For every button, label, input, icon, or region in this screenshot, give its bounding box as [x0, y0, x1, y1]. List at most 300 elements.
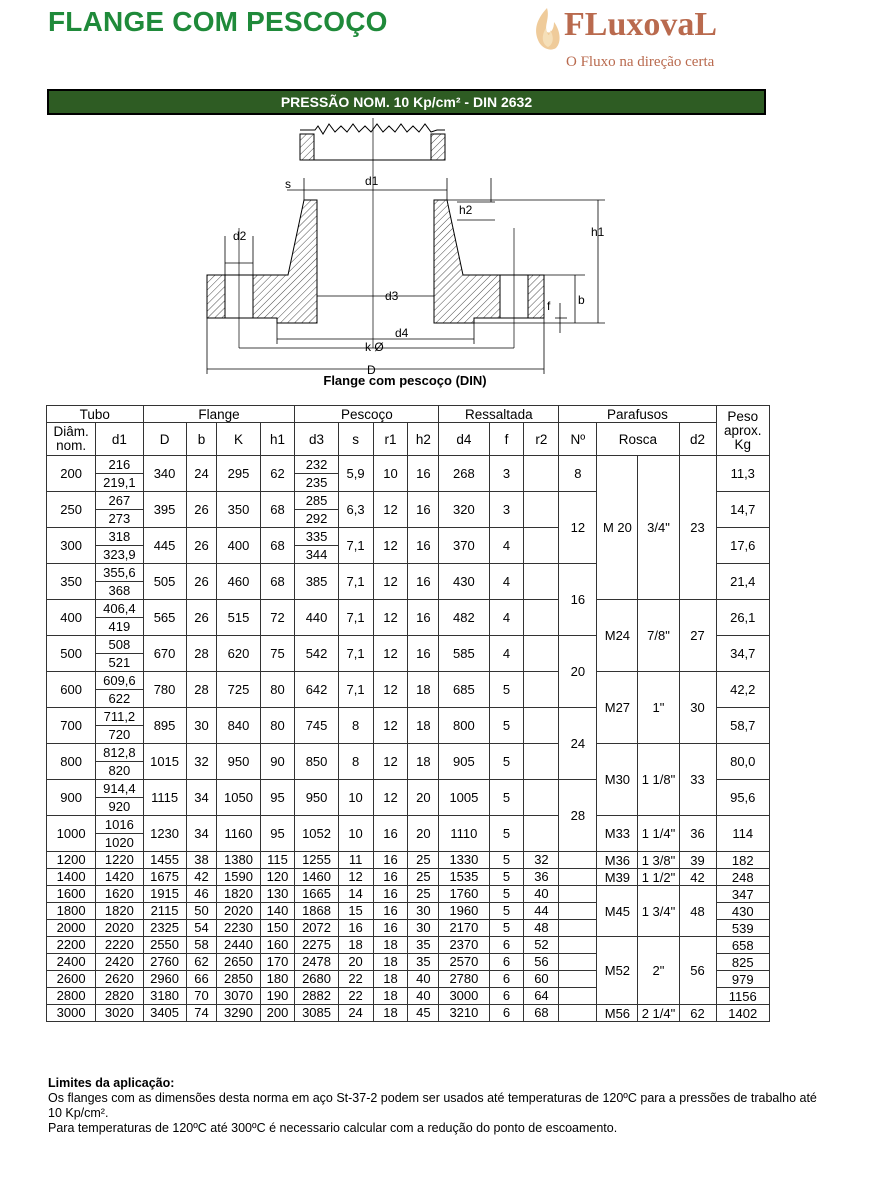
cell-d2: 27 [679, 600, 716, 672]
dimensions-table [46, 405, 770, 1022]
col-s: s [338, 423, 373, 456]
cell-dn: 2800 [47, 988, 96, 1005]
cell-d4: 268 [439, 456, 489, 492]
cell-dn: 250 [47, 492, 96, 528]
cell-h1: 180 [260, 971, 295, 988]
cell-b: 58 [186, 937, 217, 954]
cell-b: 26 [186, 564, 217, 600]
cell-d1-a: 355,6 [96, 564, 142, 582]
cell-r1: 18 [373, 1005, 408, 1022]
table-row [47, 672, 770, 708]
page-title: FLANGE COM PESCOÇO [48, 6, 388, 37]
cell-d1: 2220 [96, 937, 143, 954]
cell-peso: 248 [716, 869, 770, 886]
cell-d1: 2420 [96, 954, 143, 971]
cell-peso: 1402 [716, 1005, 770, 1022]
cell-d: 3180 [143, 988, 186, 1005]
cell-d4: 1535 [439, 869, 489, 886]
col-r2: r2 [524, 423, 559, 456]
cell-d1-a: 609,6 [96, 672, 142, 690]
cell-d1-b: 219,1 [103, 475, 136, 490]
col-r1: r1 [373, 423, 408, 456]
cell-d4: 482 [439, 600, 489, 636]
cell-h1: 68 [260, 528, 295, 564]
cell-r2 [524, 600, 559, 636]
cell-f: 5 [489, 920, 524, 937]
cell-h2: 18 [408, 708, 439, 744]
cell-f: 4 [489, 528, 524, 564]
cell-f: 4 [489, 600, 524, 636]
cell-rosca-inch: 1 1/4" [638, 816, 679, 852]
cell-d2: 30 [679, 672, 716, 744]
cell-d: 340 [143, 456, 186, 492]
cell-h1: 200 [260, 1005, 295, 1022]
cell-peso: 21,4 [716, 564, 770, 600]
table-row [47, 816, 770, 852]
cell-h1: 115 [260, 852, 295, 869]
cell-f: 6 [489, 954, 524, 971]
cell-r1: 16 [373, 886, 408, 903]
cell-r1: 18 [373, 954, 408, 971]
cell-k: 2440 [217, 937, 260, 954]
cell-peso: 17,6 [716, 528, 770, 564]
cell-k: 2850 [217, 971, 260, 988]
cell-d1-b: 1020 [104, 835, 134, 850]
col-d1: d1 [96, 423, 143, 456]
cell-d3: 2478 [295, 954, 338, 971]
cell-r2 [524, 528, 559, 564]
cell-d4: 905 [439, 744, 489, 780]
cell-d1 [96, 708, 143, 744]
cell-dn: 600 [47, 672, 96, 708]
logo-tagline: O Fluxo na direção certa [566, 54, 715, 70]
cell-d3 [295, 492, 338, 528]
cell-k: 1050 [217, 780, 260, 816]
diagram-caption: Flange com pescoço (DIN) [323, 373, 487, 388]
cell-bolt-count: 8 [559, 456, 597, 492]
cell-rosca-metric: M33 [597, 816, 638, 852]
table-row [47, 937, 770, 954]
cell-r2: 40 [524, 886, 559, 903]
cell-h2: 25 [408, 886, 439, 903]
cell-peso: 430 [716, 903, 770, 920]
col-d: D [143, 423, 186, 456]
cell-d2: 33 [679, 744, 716, 816]
cell-d: 2550 [143, 937, 186, 954]
cell-d: 2760 [143, 954, 186, 971]
cell-b: 30 [186, 708, 217, 744]
cell-dn: 1400 [47, 869, 96, 886]
cell-r1: 18 [373, 937, 408, 954]
cell-bolt-count [559, 954, 597, 971]
col-diam-nom: Diâm. nom. [47, 423, 96, 456]
cell-d: 1455 [143, 852, 186, 869]
cell-rosca-metric: M52 [597, 937, 638, 1005]
cell-s: 16 [338, 920, 373, 937]
cell-r1: 18 [373, 988, 408, 1005]
cell-r1: 10 [373, 456, 408, 492]
cell-h1: 68 [260, 564, 295, 600]
cell-d: 895 [143, 708, 186, 744]
cell-dn: 1000 [47, 816, 96, 852]
cell-d1: 1620 [96, 886, 143, 903]
cell-s: 22 [338, 971, 373, 988]
label-k: k Ø [365, 340, 384, 354]
cell-dn: 400 [47, 600, 96, 636]
cell-bolt-count: 16 [559, 564, 597, 636]
cell-h1: 190 [260, 988, 295, 1005]
cell-f: 5 [489, 708, 524, 744]
cell-s: 5,9 [338, 456, 373, 492]
cell-r1: 16 [373, 816, 408, 852]
label-d2: d2 [233, 229, 247, 243]
cell-d4: 370 [439, 528, 489, 564]
cell-d: 3405 [143, 1005, 186, 1022]
cell-f: 4 [489, 636, 524, 672]
col-n: Nº [559, 423, 597, 456]
cell-r2 [524, 456, 559, 492]
cell-d1: 2620 [96, 971, 143, 988]
cell-d: 1115 [143, 780, 186, 816]
cell-k: 3070 [217, 988, 260, 1005]
cell-h2: 16 [408, 600, 439, 636]
cell-d3: 2072 [295, 920, 338, 937]
cell-b: 28 [186, 636, 217, 672]
cell-h2: 40 [408, 971, 439, 988]
cell-f: 6 [489, 937, 524, 954]
cell-d3-b: 344 [305, 547, 328, 562]
cell-f: 5 [489, 672, 524, 708]
cell-h2: 16 [408, 492, 439, 528]
cell-r2 [524, 744, 559, 780]
cell-r2 [524, 564, 559, 600]
cell-d4: 585 [439, 636, 489, 672]
cell-d2: 56 [679, 937, 716, 1005]
cell-d3-a: 335 [295, 528, 337, 546]
cell-d2: 48 [679, 886, 716, 937]
cell-r2: 44 [524, 903, 559, 920]
cell-d1 [96, 456, 143, 492]
cell-d: 1915 [143, 886, 186, 903]
group-flange: Flange [143, 406, 295, 423]
cell-d: 395 [143, 492, 186, 528]
cell-r1: 12 [373, 528, 408, 564]
flange-diagram [195, 118, 615, 388]
cell-s: 10 [338, 780, 373, 816]
cell-peso: 658 [716, 937, 770, 954]
label-s: s [285, 177, 291, 191]
logo-name: FLuxovaL [564, 6, 718, 43]
cell-k: 515 [217, 600, 260, 636]
cell-dn: 300 [47, 528, 96, 564]
cell-dn: 700 [47, 708, 96, 744]
cell-rosca-inch: 1 3/8" [638, 852, 679, 869]
cell-h1: 140 [260, 903, 295, 920]
cell-r1: 12 [373, 636, 408, 672]
cell-h2: 16 [408, 564, 439, 600]
cell-d1: 2020 [96, 920, 143, 937]
label-h1: h1 [591, 225, 605, 239]
cell-peso: 14,7 [716, 492, 770, 528]
cell-h2: 16 [408, 636, 439, 672]
cell-d: 565 [143, 600, 186, 636]
cell-r2: 64 [524, 988, 559, 1005]
cell-b: 70 [186, 988, 217, 1005]
cell-rosca-metric: M27 [597, 672, 638, 744]
cell-peso: 182 [716, 852, 770, 869]
cell-f: 3 [489, 492, 524, 528]
cell-d4: 1760 [439, 886, 489, 903]
group-tubo: Tubo [47, 406, 144, 423]
cell-d1-a: 1016 [96, 816, 142, 834]
cell-k: 3290 [217, 1005, 260, 1022]
cell-d1-b: 622 [108, 691, 131, 706]
cell-r1: 18 [373, 971, 408, 988]
cell-d: 1015 [143, 744, 186, 780]
cell-b: 34 [186, 780, 217, 816]
cell-r1: 16 [373, 920, 408, 937]
cell-dn: 1600 [47, 886, 96, 903]
cell-d3-b: 235 [305, 475, 328, 490]
cell-s: 7,1 [338, 564, 373, 600]
cell-rosca-inch: 2" [638, 937, 679, 1005]
cell-d2: 39 [679, 852, 716, 869]
cell-s: 20 [338, 954, 373, 971]
cell-r1: 12 [373, 492, 408, 528]
cell-peso: 80,0 [716, 744, 770, 780]
cell-h2: 35 [408, 937, 439, 954]
cell-d2: 36 [679, 816, 716, 852]
cell-d4: 2780 [439, 971, 489, 988]
cell-d1-a: 267 [96, 492, 142, 510]
cell-peso: 42,2 [716, 672, 770, 708]
application-limits [48, 1076, 828, 1136]
cell-bolt-count [559, 920, 597, 937]
label-D: D [367, 363, 376, 377]
cell-s: 15 [338, 903, 373, 920]
cell-d3: 642 [295, 672, 338, 708]
cell-d3: 3085 [295, 1005, 338, 1022]
cell-dn: 800 [47, 744, 96, 780]
cell-r1: 12 [373, 780, 408, 816]
cell-s: 11 [338, 852, 373, 869]
cell-bolt-count [559, 937, 597, 954]
cell-d1 [96, 492, 143, 528]
cell-bolt-count [559, 971, 597, 988]
cell-d1-b: 419 [108, 619, 131, 634]
cell-peso: 26,1 [716, 600, 770, 636]
cell-d4: 2170 [439, 920, 489, 937]
cell-peso: 34,7 [716, 636, 770, 672]
cell-d1 [96, 600, 143, 636]
cell-r1: 16 [373, 852, 408, 869]
cell-f: 5 [489, 852, 524, 869]
cell-s: 8 [338, 708, 373, 744]
label-h2: h2 [459, 203, 473, 217]
cell-bolt-count [559, 852, 597, 869]
cell-d4: 1960 [439, 903, 489, 920]
cell-k: 1820 [217, 886, 260, 903]
cell-d4: 320 [439, 492, 489, 528]
col-f: f [489, 423, 524, 456]
cell-h1: 95 [260, 816, 295, 852]
cell-b: 28 [186, 672, 217, 708]
cell-peso: 1156 [716, 988, 770, 1005]
cell-d1: 2820 [96, 988, 143, 1005]
cell-h1: 80 [260, 672, 295, 708]
cell-d4: 3000 [439, 988, 489, 1005]
cell-r2 [524, 672, 559, 708]
cell-d3 [295, 456, 338, 492]
cell-h2: 20 [408, 780, 439, 816]
cell-k: 1380 [217, 852, 260, 869]
cell-peso: 114 [716, 816, 770, 852]
cell-d3: 1255 [295, 852, 338, 869]
table-row [47, 1005, 770, 1022]
cell-h1: 150 [260, 920, 295, 937]
cell-r2: 32 [524, 852, 559, 869]
cell-s: 7,1 [338, 672, 373, 708]
table-row [47, 869, 770, 886]
cell-f: 5 [489, 869, 524, 886]
cell-s: 18 [338, 937, 373, 954]
col-b: b [186, 423, 217, 456]
cell-h1: 130 [260, 886, 295, 903]
cell-h2: 18 [408, 744, 439, 780]
cell-d4: 1110 [439, 816, 489, 852]
cell-rosca-metric: M36 [597, 852, 638, 869]
cell-s: 7,1 [338, 600, 373, 636]
cell-h1: 90 [260, 744, 295, 780]
brand-logo [528, 2, 778, 74]
cell-d3: 950 [295, 780, 338, 816]
cell-d3 [295, 528, 338, 564]
cell-rosca-metric: M30 [597, 744, 638, 816]
cell-b: 34 [186, 816, 217, 852]
cell-dn: 900 [47, 780, 96, 816]
cell-k: 1160 [217, 816, 260, 852]
table-row [47, 744, 770, 780]
cell-d1-b: 323,9 [103, 547, 136, 562]
cell-k: 400 [217, 528, 260, 564]
cell-dn: 1200 [47, 852, 96, 869]
cell-r2: 56 [524, 954, 559, 971]
cell-dn: 500 [47, 636, 96, 672]
cell-dn: 3000 [47, 1005, 96, 1022]
cell-d3: 745 [295, 708, 338, 744]
cell-r1: 16 [373, 903, 408, 920]
cell-d1-b: 521 [108, 655, 131, 670]
cell-b: 46 [186, 886, 217, 903]
cell-h2: 20 [408, 816, 439, 852]
cell-d1 [96, 744, 143, 780]
cell-d2: 23 [679, 456, 716, 600]
cell-r2: 48 [524, 920, 559, 937]
cell-d3: 850 [295, 744, 338, 780]
cell-r2 [524, 816, 559, 852]
cell-b: 26 [186, 600, 217, 636]
cell-rosca-inch: 1 1/8" [638, 744, 679, 816]
label-f: f [547, 299, 551, 313]
cell-b: 38 [186, 852, 217, 869]
cell-r1: 12 [373, 708, 408, 744]
cell-d3: 1052 [295, 816, 338, 852]
cell-k: 840 [217, 708, 260, 744]
cell-f: 5 [489, 780, 524, 816]
cell-r1: 12 [373, 564, 408, 600]
cell-d: 2115 [143, 903, 186, 920]
cell-d4: 1005 [439, 780, 489, 816]
cell-d1 [96, 780, 143, 816]
cell-k: 2020 [217, 903, 260, 920]
cell-dn: 2200 [47, 937, 96, 954]
cell-d4: 430 [439, 564, 489, 600]
cell-dn: 350 [47, 564, 96, 600]
cell-d1 [96, 816, 143, 852]
cell-d3-a: 232 [295, 456, 337, 474]
cell-rosca-inch: 2 1/4" [638, 1005, 679, 1022]
cell-s: 6,3 [338, 492, 373, 528]
cell-d1 [96, 528, 143, 564]
cell-d1: 3020 [96, 1005, 143, 1022]
cell-peso: 11,3 [716, 456, 770, 492]
cell-dn: 200 [47, 456, 96, 492]
cell-d1-a: 318 [96, 528, 142, 546]
cell-dn: 2000 [47, 920, 96, 937]
cell-d1-a: 508 [96, 636, 142, 654]
cell-d1 [96, 672, 143, 708]
col-k: K [217, 423, 260, 456]
cell-d: 670 [143, 636, 186, 672]
cell-b: 26 [186, 528, 217, 564]
cell-d: 445 [143, 528, 186, 564]
cell-h2: 30 [408, 920, 439, 937]
notes-paragraph-2: Para temperaturas de 120ºC até 300ºC é necessario calcular com a redução do ponto de escoamento. [48, 1121, 618, 1135]
cell-bolt-count [559, 988, 597, 1005]
notes-heading: Limites da aplicação: [48, 1076, 175, 1090]
cell-d: 2960 [143, 971, 186, 988]
cell-d4: 685 [439, 672, 489, 708]
cell-bolt-count [559, 869, 597, 886]
flange-body [207, 168, 544, 348]
label-b: b [578, 293, 585, 307]
cell-d1-b: 820 [108, 763, 131, 778]
cell-d1-b: 920 [108, 799, 131, 814]
cell-k: 350 [217, 492, 260, 528]
cell-bolt-count [559, 886, 597, 903]
cell-r2: 60 [524, 971, 559, 988]
cell-h2: 25 [408, 869, 439, 886]
cell-d4: 1330 [439, 852, 489, 869]
cell-h2: 16 [408, 528, 439, 564]
cell-b: 62 [186, 954, 217, 971]
cell-r1: 12 [373, 744, 408, 780]
cell-k: 295 [217, 456, 260, 492]
cell-r2 [524, 492, 559, 528]
pressure-banner: PRESSÃO NOM. 10 Kp/cm² - DIN 2632 [47, 89, 766, 115]
label-d1: d1 [365, 174, 379, 188]
cell-bolt-count: 12 [559, 492, 597, 564]
cell-r1: 12 [373, 672, 408, 708]
group-peso: Peso aprox. Kg [716, 406, 770, 456]
cell-h2: 35 [408, 954, 439, 971]
cell-d3: 1665 [295, 886, 338, 903]
group-ressaltada: Ressaltada [439, 406, 559, 423]
cell-f: 3 [489, 456, 524, 492]
group-pescoco: Pescoço [295, 406, 439, 423]
cell-dn: 2600 [47, 971, 96, 988]
cell-bolt-count [559, 903, 597, 920]
